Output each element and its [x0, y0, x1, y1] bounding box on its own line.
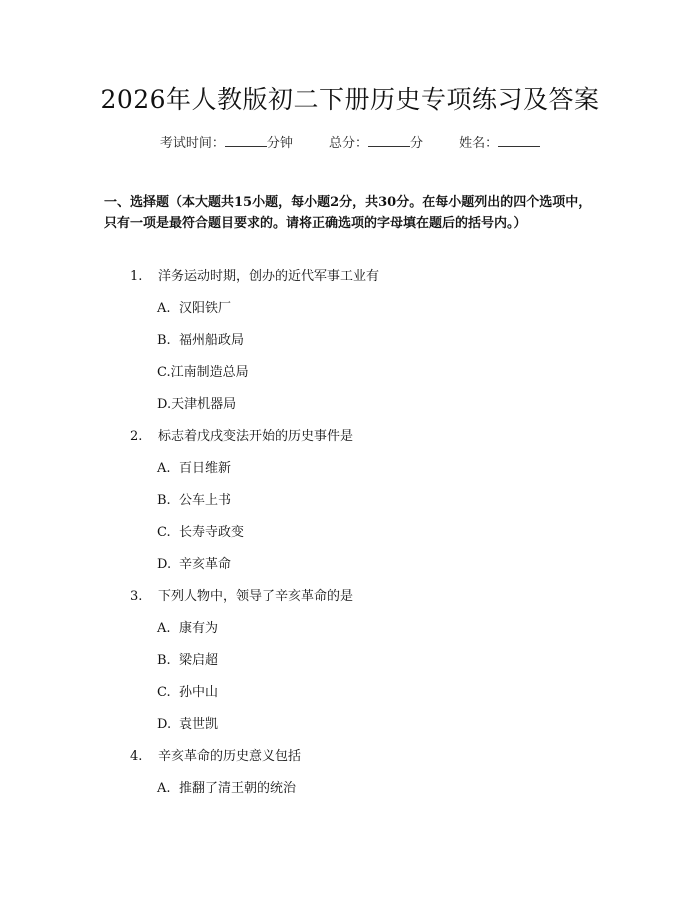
option-text: 百日维新	[179, 461, 232, 476]
question-text: 标志着戊戌变法开始的历史事件是	[158, 429, 354, 444]
question-text: 辛亥革命的历史意义包括	[158, 749, 302, 764]
question-4-option-a	[157, 777, 296, 796]
exam-time-unit: 分钟	[266, 136, 293, 151]
student-name-blank	[498, 134, 540, 147]
question-2-option-c	[157, 521, 244, 540]
question-number: 2.	[130, 429, 143, 444]
question-1-option-b	[157, 329, 244, 348]
option-text: 推翻了清王朝的统治	[179, 781, 297, 796]
option-letter: C.	[157, 365, 171, 380]
question-3-option-b	[157, 649, 218, 668]
student-name-field	[459, 136, 540, 151]
option-text: 长寿寺政变	[179, 525, 245, 540]
option-text: 孙中山	[179, 685, 219, 700]
question-2-option-b	[157, 489, 231, 508]
option-letter: B.	[157, 493, 171, 508]
question-number: 1.	[130, 269, 143, 284]
option-text: 汉阳铁厂	[179, 301, 232, 316]
option-letter: A.	[157, 781, 171, 796]
question-2	[130, 425, 353, 444]
question-3-option-c	[157, 681, 218, 700]
option-letter: A.	[157, 461, 171, 476]
question-3-option-d	[157, 713, 218, 732]
option-text: 袁世凯	[179, 717, 219, 732]
question-text: 洋务运动时期，创办的近代军事工业有	[158, 269, 380, 284]
student-name-label: 姓名：	[459, 136, 499, 151]
option-letter: C.	[157, 525, 171, 540]
option-letter: C.	[157, 685, 171, 700]
section-heading: 一、选择题（本大题共15小题，每小题2分，共30分。在每小题列出的四个选项中，只有一项是最符合题目要求的。请将正确选项的字母填在题后的括号内。）	[104, 195, 592, 231]
option-text: 福州船政局	[179, 333, 245, 348]
exam-meta-line	[0, 132, 700, 151]
option-text: 天津机器局	[171, 397, 237, 412]
total-score-blank	[368, 134, 410, 147]
option-letter: D.	[157, 397, 172, 412]
option-letter: A.	[157, 301, 171, 316]
question-text: 下列人物中，领导了辛亥革命的是	[158, 589, 354, 604]
question-4	[130, 745, 301, 764]
question-2-option-d	[157, 553, 231, 572]
option-letter: D.	[157, 557, 172, 572]
exam-time-field	[160, 136, 297, 151]
question-3-option-a	[157, 617, 218, 636]
total-score-label: 总分：	[328, 136, 368, 151]
exam-time-blank	[225, 134, 267, 147]
question-1	[130, 265, 379, 284]
option-letter: B.	[157, 333, 171, 348]
page-title: 2026年人教版初二下册历史专项练习及答案	[100, 85, 600, 114]
question-1-option-a	[157, 297, 231, 316]
option-text: 公车上书	[179, 493, 232, 508]
option-text: 江南制造总局	[170, 365, 249, 380]
exam-time-label: 考试时间：	[159, 136, 225, 151]
question-3	[130, 585, 353, 604]
question-2-option-a	[157, 457, 231, 476]
option-text: 梁启超	[179, 653, 219, 668]
total-score-unit: 分	[410, 136, 424, 151]
option-letter: A.	[157, 621, 171, 636]
question-1-option-c	[157, 361, 249, 380]
question-number: 3.	[130, 589, 143, 604]
option-letter: B.	[157, 653, 171, 668]
option-letter: D.	[157, 717, 172, 732]
total-score-field	[329, 136, 427, 151]
option-text: 康有为	[179, 621, 219, 636]
question-1-option-d	[157, 393, 236, 412]
option-text: 辛亥革命	[179, 557, 232, 572]
question-number: 4.	[130, 749, 143, 764]
